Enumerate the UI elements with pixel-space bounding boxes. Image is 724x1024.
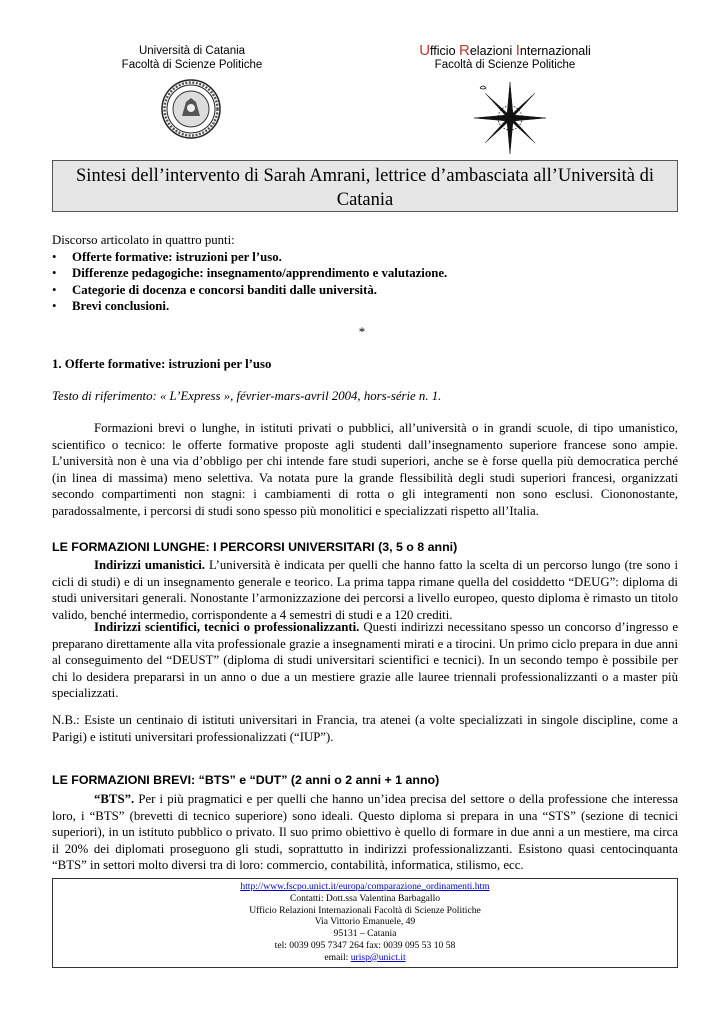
lunghe-heading: LE FORMAZIONI LUNGHE: I PERCORSI UNIVERSITARI (3, 5 o 8 anni) [52,540,458,554]
separator: * [358,325,366,339]
phone-fax: tel: 0039 095 7347 264 fax: 0039 095 53 10 58 [274,939,456,951]
email-line: email: urisp@unict.it [324,951,406,963]
document-title: Sintesi dell’intervento di Sarah Amrani, lettrice d’ambasciata all’Università di Catania [52,160,678,212]
intro-lead: Discorso articolato in quattro punti: [52,233,235,247]
faculty-name-right: Facoltà di Scienze Politiche [434,59,576,71]
email-link[interactable]: urisp@unict.it [350,951,406,963]
city-address: 95131 – Catania [333,928,397,940]
lunghe-paragraph-1: Indirizzi umanistici. L’università è indicata per quelli che hanno fatto la scelta di un percorso lungo (tre sono i cicli di studi) e di un insegnamento generale e teorico. La prima tappa rimane quella del cosiddetto “DEUG”: diploma di studi universitari generali. Nonostante l’armonizzazione dei percorsi a livello europeo, questo diploma è rimasto un titolo valido, benché intermedio, corrispondente a 4 semestri di studi e a 120 crediti. [52,558,678,622]
comparison-link[interactable]: http://www.fscpo.unict.it/europa/comparazione_ordinamenti.htm [240,881,490,892]
header-right [390,44,620,72]
footer-contacts [52,878,678,968]
faculty-name-left: Facoltà di Scienze Politiche [121,59,263,71]
office-title: Ufficio Relazioni Internazionali [419,42,591,59]
contact-name: Contatti: Dott.ssa Valentina Barbagallo [289,892,441,904]
street-address: Via Vittorio Emanuele, 49 [314,916,416,928]
list-item: • Differenze pedagogiche: insegnamento/apprendimento e valutazione. [52,265,678,282]
reference-text: Testo di riferimento: « L’Express », février-mars-avril 2004, hors-série n. 1. [52,389,442,403]
office-name: Ufficio Relazioni Internazionali Facoltà di Scienze Politiche [249,904,481,916]
lunghe-paragraph-2: Indirizzi scientifici, tecnici o professionalizzanti. Questi indirizzi necessitano spesso un concorso d’ingresso e preparano direttamente alla vita professionale grazie a insegnamenti mirati e a tirocini. Un primo ciclo prepara in due anni al conseguimento del “DEUST” (diploma di studi universitari scientifici e tecnici). In un secondo tempo è possibile per chi lo desidera prepararsi in un anno o due a un mestiere grazie alle lauree triennali professionalizzanti o a master più specializzati. [52,620,679,701]
points-list [52,249,678,315]
brevi-heading: LE FORMAZIONI BREVI: “BTS” e “DUT” (2 anni o 2 anni + 1 anno) [52,773,440,787]
brevi-paragraph: “BTS”. Per i più pragmatici e per quelli che hanno un’idea precisa del settore o della professione che interessa loro, i “BTS” (brevetti di tecnico superiore) sono ideali. Questo diploma si prepara in una “STS” (sezione di tecnici superiori), in un istituto pubblico o privato. Il suo primo obiettivo è quello di formare in due anni a un mestiere, ma circa il 20% dei diplomati proseguono gli studi, soprattutto in indirizzi professionalizzanti. Esistono quasi centocinquanta “BTS” in settori molto diversi tra di loro: commercio, contabilità, informatica, stilismo, ecc. [52,792,678,873]
section-heading: 1. Offerte formative: istruzioni per l’uso [52,357,272,371]
nb-note: N.B.: Esiste un centinaio di istituti universitari in Francia, tra atenei (a volte specializzati in singole discipline, come a Parigi) e istituti universitari professionalizzati (“IUP”). [52,713,678,744]
intro [52,232,678,315]
university-seal-icon [160,78,222,140]
compass-rose-icon [470,78,550,158]
list-item: • Categorie di docenza e concorsi banditi dalle università. [52,282,678,299]
header-left [62,44,322,72]
list-item: • Brevi conclusioni. [52,298,678,315]
university-name: Università di Catania [138,45,246,57]
list-item: • Offerte formative: istruzioni per l’uso. [52,249,678,266]
section1-paragraph: Formazioni brevi o lunghe, in istituti privati o pubblici, all’università o in grandi scuole, di tipo umanistico, scientifico o tecnico: le offerte formative proposte agli studenti dall’insegnamento superiore francese sono ampie. L’università non è una via d’obbligo per chi intende fare studi superiori, anche se è forse quella più democratica perché (in linea di massima) meno selettiva. Va notata pure la grande flessibilità degli studi superiori francesi, organizzati secondo compartimenti non stagni: i cambiamenti di rotta o gli integramenti non sono esclusi. Ciononostante, paradossalmente, i percorsi di studi sono spesso più monolitici e specializzati rispetto all’Italia. [52,421,678,518]
